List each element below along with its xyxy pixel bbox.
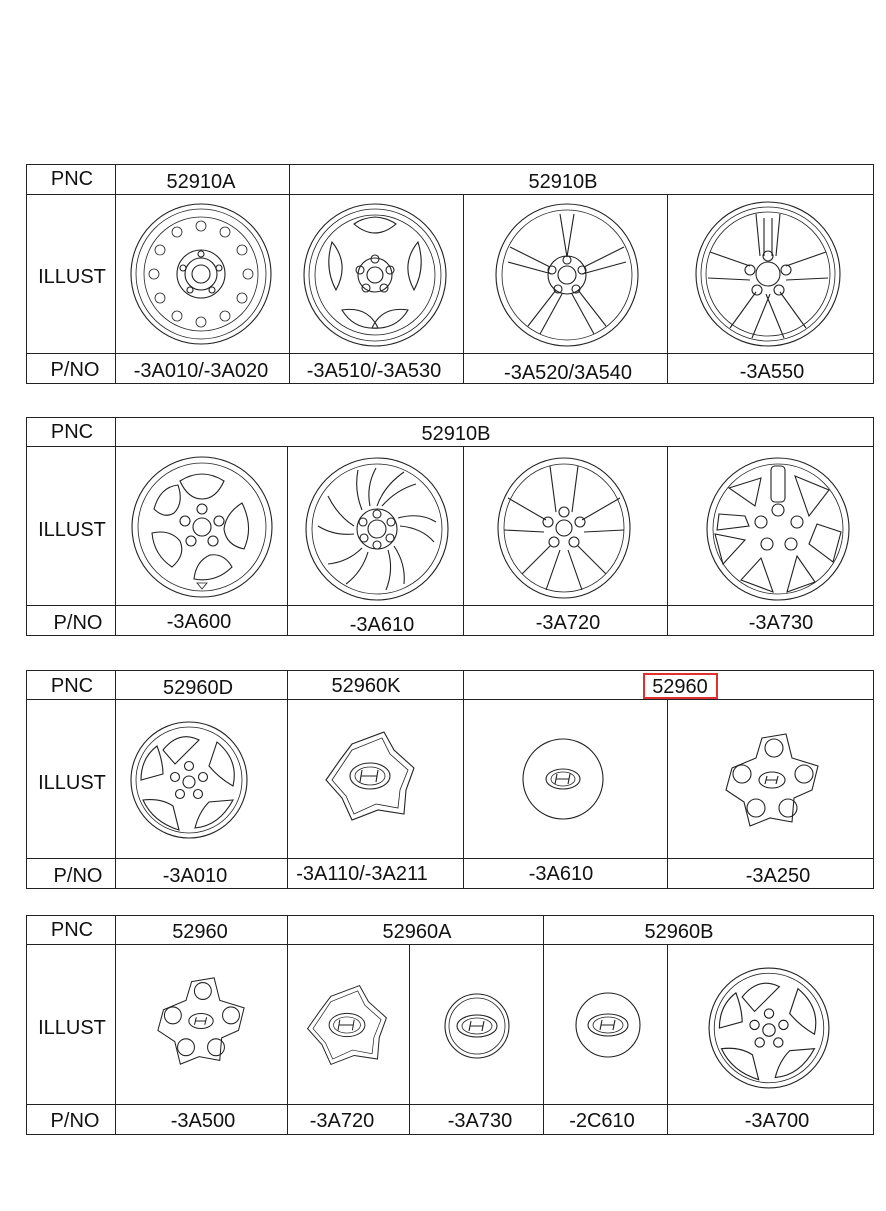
emblem-cap-icon[interactable] (575, 992, 641, 1058)
illust-row-label: ILLUST (38, 1017, 106, 1039)
alloy-wheel-6-spoke-icon[interactable] (496, 456, 632, 600)
pnc-row-label: PNC (50, 421, 94, 443)
alloy-wheel-10-spoke-icon[interactable] (705, 456, 851, 602)
part-number[interactable]: -3A730 (447, 1110, 513, 1132)
pnc-value: 52910B (528, 171, 598, 193)
wheel-cover-icon[interactable] (707, 966, 831, 1090)
pnc-value-highlighted[interactable]: 52960 (652, 676, 708, 698)
alloy-wheel-5-split-spoke-icon[interactable] (494, 202, 640, 348)
part-number[interactable]: -3A720 (535, 612, 601, 634)
illust-row-label: ILLUST (38, 266, 106, 288)
part-number[interactable]: -3A610 (528, 863, 594, 885)
emblem-cap-icon[interactable] (444, 993, 510, 1059)
part-number[interactable]: -3A730 (748, 612, 814, 634)
pno-row-label: P/NO (53, 612, 103, 634)
part-number[interactable]: -3A550 (739, 361, 805, 383)
part-number[interactable]: -3A250 (745, 865, 811, 887)
pnc-value: 52960D (162, 677, 234, 699)
part-number[interactable]: -2C610 (569, 1110, 635, 1132)
part-number[interactable]: -3A720 (309, 1110, 375, 1132)
pno-row-label: P/NO (50, 359, 100, 381)
part-number[interactable]: -3A010/-3A020 (133, 360, 269, 382)
part-number[interactable]: -3A010 (162, 865, 228, 887)
alloy-wheel-5-twin-spoke-icon[interactable] (694, 200, 842, 348)
pnc-value: 52960B (644, 921, 714, 943)
alloy-wheel-5-hole-icon[interactable] (130, 455, 274, 599)
part-number[interactable]: -3A600 (166, 611, 232, 633)
part-number[interactable]: -3A700 (744, 1110, 810, 1132)
alloy-wheel-7-spoke-icon[interactable] (304, 456, 450, 602)
part-number[interactable]: -3A610 (349, 614, 415, 636)
center-cap-5-point-icon[interactable] (304, 982, 390, 1068)
pno-row-label: P/NO (50, 1110, 100, 1132)
pnc-row-label: PNC (50, 168, 94, 190)
alloy-wheel-5-spoke-icon[interactable] (302, 202, 448, 348)
round-hub-cap-icon[interactable] (522, 738, 604, 820)
pnc-row-label: PNC (50, 919, 94, 941)
steel-wheel-icon[interactable] (129, 202, 273, 346)
pnc-value: 52960K (331, 675, 401, 697)
part-number[interactable]: -3A520/3A540 (504, 362, 632, 384)
pnc-value: 52910B (421, 423, 491, 445)
center-cap-5-lug-icon[interactable] (154, 976, 248, 1066)
pnc-row-label: PNC (50, 675, 94, 697)
illust-row-label: ILLUST (38, 519, 106, 541)
pnc-value: 52960 (172, 921, 228, 943)
illust-row-label: ILLUST (38, 772, 106, 794)
part-number[interactable]: -3A510/-3A530 (306, 360, 442, 382)
pnc-value: 52960A (382, 921, 452, 943)
part-number[interactable]: -3A110/-3A211 (296, 863, 428, 885)
center-cap-5-lug-icon[interactable] (722, 732, 822, 828)
pnc-value: 52910A (166, 171, 236, 193)
center-cap-5-point-icon[interactable] (322, 728, 418, 824)
wheel-cover-icon[interactable] (129, 720, 249, 840)
pno-row-label: P/NO (53, 865, 103, 887)
part-number[interactable]: -3A500 (170, 1110, 236, 1132)
